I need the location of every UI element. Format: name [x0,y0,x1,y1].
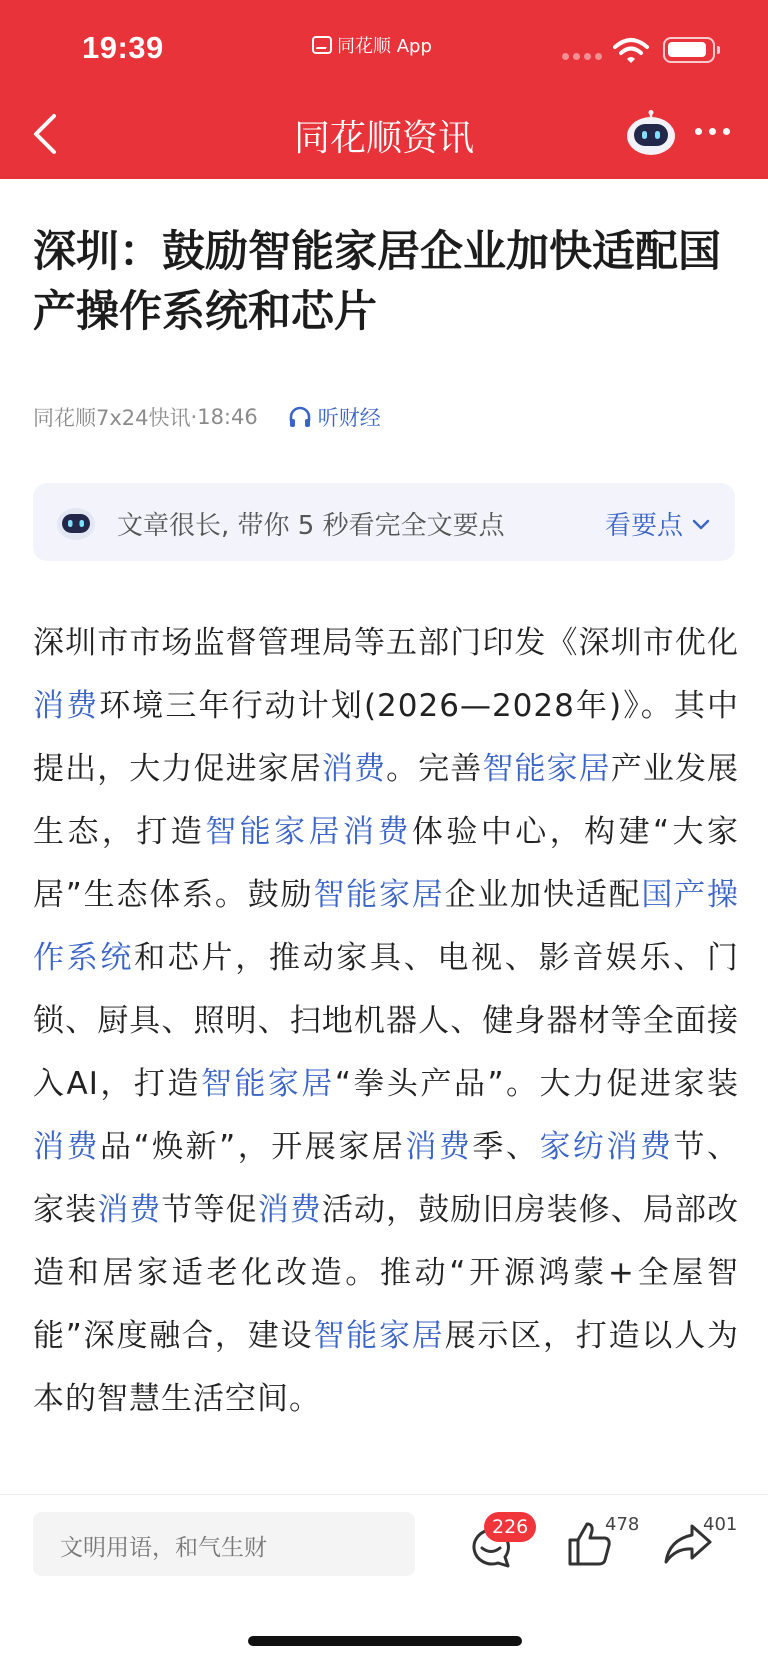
body-text-segment: 活动，鼓励旧房装修、局部改造和居家适老化改造。推动“开源鸿蒙+全屋智能”深度融合，建设 [33,1192,740,1354]
article-meta [33,402,381,432]
nav-title: 同花顺资讯 [293,118,474,159]
headphones-icon [288,405,312,429]
keyword-link[interactable]: 智能家居 [313,1318,445,1354]
ai-robot-icon [55,501,97,543]
home-indicator[interactable] [248,1636,522,1646]
keyword-link[interactable]: 智能家居 [200,1066,335,1102]
body-text-segment: 和芯片，推动家具、电视、影音娱乐、门锁、厨具、照明、扫地机器人、健身器材等全面接入AI，打造 [33,940,740,1102]
article-source: 同花顺7x24快讯 [33,406,191,430]
battery-icon [663,37,715,63]
status-app-label: 同花顺 App [337,36,432,57]
body-text-segment: 环境三年行动计划(2026—2028年)》。其中提出，大力促进家居 [33,688,740,787]
keyword-link[interactable]: 家纺消费 [539,1129,674,1165]
view-key-points-label: 看要点 [604,511,683,541]
app-header [0,0,768,179]
keyword-link[interactable]: 智能家居 [482,751,611,787]
bottom-bar-divider [0,1494,768,1495]
body-text-segment: 体验中心，构建“大家居”生态体系。鼓励 [33,814,740,913]
body-text-segment: 企业加快适配 [444,877,642,913]
article-title: 深圳：鼓励智能家居企业加快适配国产操作系统和芯片 [33,227,721,337]
body-text-segment: 节、家装 [33,1129,740,1228]
like-count: 478 [605,1514,640,1535]
body-text-segment: 深圳市市场监督管理局等五部门印发《深圳市优化 [33,625,739,661]
keyword-link[interactable]: 国产操作系统 [33,877,740,976]
wifi-icon [612,36,650,66]
summary-text: 文章很长, 带你 5 秒看完全文要点 [117,511,505,541]
robot-icon[interactable] [624,110,678,156]
body-text-segment: “拳头产品”。大力促进家装 [334,1066,740,1102]
keyword-link[interactable]: 消费 [33,688,100,724]
status-app-indicator[interactable] [312,32,432,58]
cellular-signal-icon [562,53,602,60]
keyword-link[interactable]: 消费 [405,1129,473,1165]
keyword-link[interactable]: 消费 [97,1192,162,1228]
body-text-segment: 节等促 [161,1192,258,1228]
article-time: 18:46 [197,405,258,429]
body-text-segment: 展示区，打造以人为本的智慧生活空间。 [33,1318,740,1417]
keyword-link[interactable]: 智能家居 [313,877,445,913]
comment-input[interactable]: 文明用语，和气生财 [33,1512,415,1576]
body-text-segment: 品“焕新”，开展家居 [100,1129,406,1165]
ai-summary-banner[interactable] [33,483,735,561]
keyword-link[interactable]: 智能家居消费 [205,814,412,850]
keyword-link[interactable]: 消费 [33,1129,101,1165]
body-text-segment: 。完善 [386,751,483,787]
app-logo-icon [312,36,332,54]
status-time: 19:39 [82,30,164,65]
body-text-segment: 产业发展生态，打造 [33,751,740,850]
listen-label: 听财经 [317,406,381,430]
view-key-points-link[interactable] [605,505,711,542]
share-count: 401 [703,1514,738,1535]
chevron-down-icon [691,517,711,531]
keyword-link[interactable]: 消费 [321,751,387,787]
keyword-link[interactable]: 消费 [257,1192,322,1228]
comment-count-badge: 226 [484,1512,536,1542]
article-body [33,612,739,1431]
meta-separator: · [190,405,198,429]
body-text-segment: 季、 [472,1129,540,1165]
listen-button[interactable] [288,402,381,432]
more-options-icon[interactable] [695,128,730,135]
